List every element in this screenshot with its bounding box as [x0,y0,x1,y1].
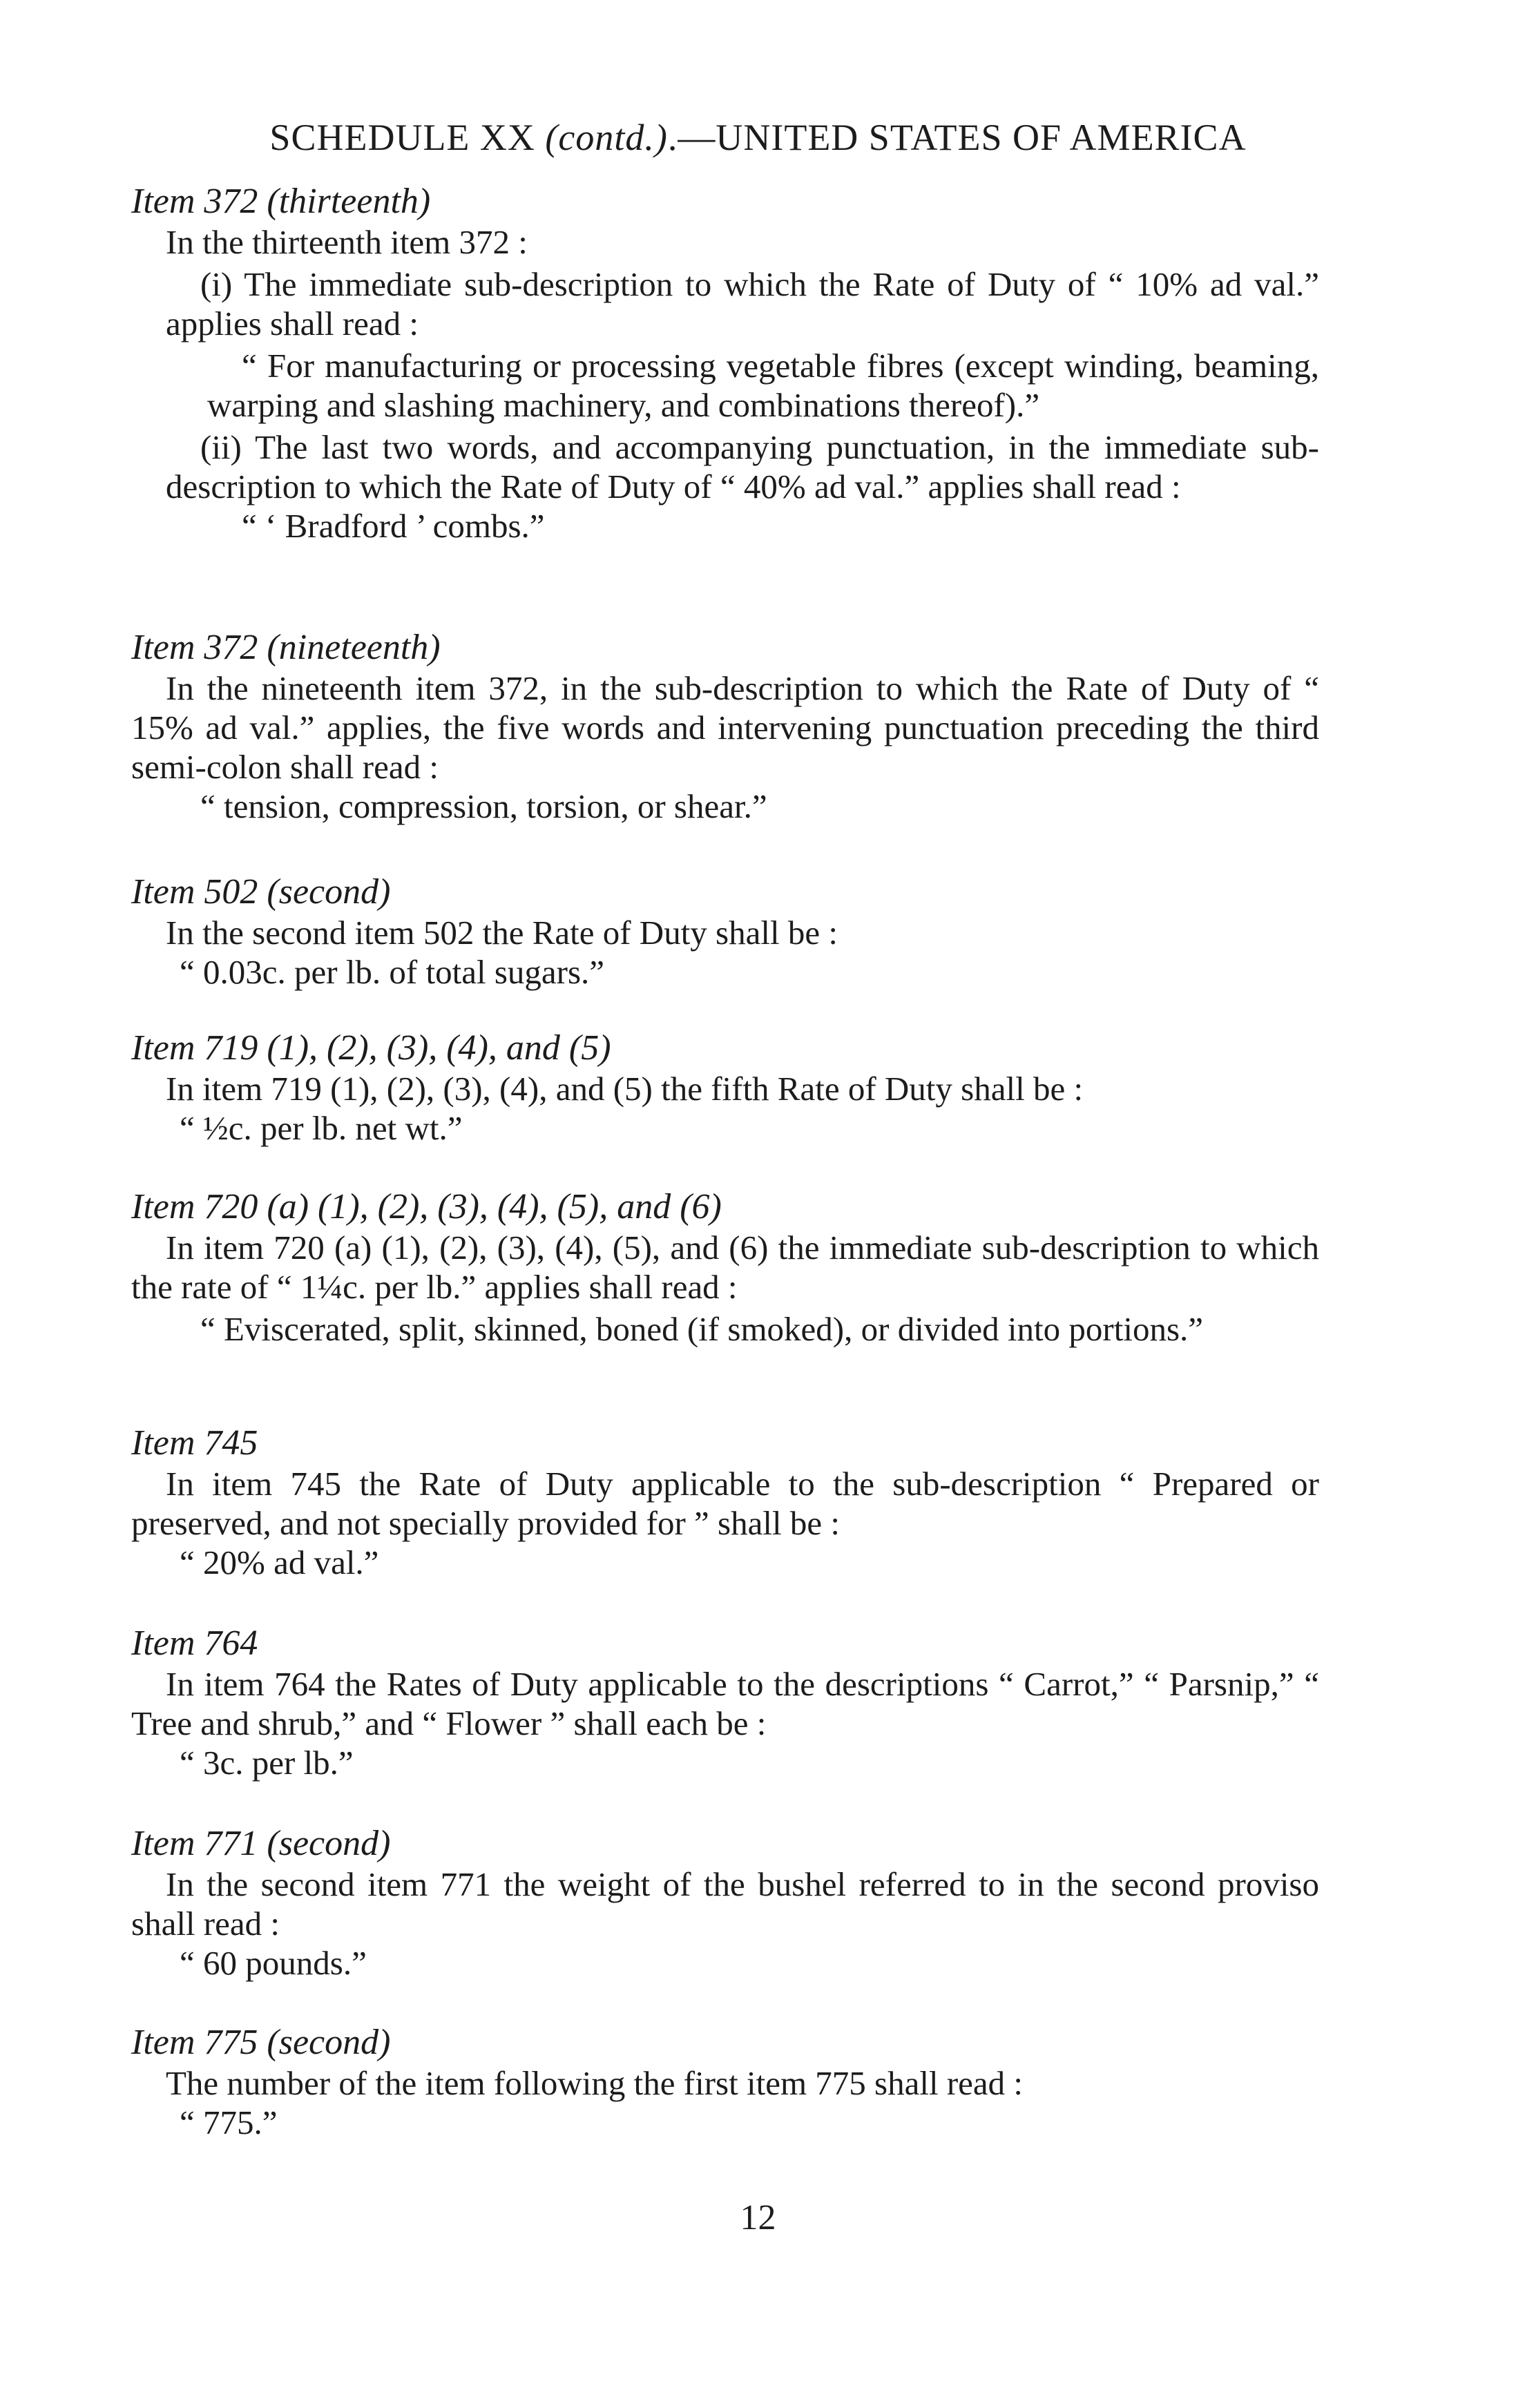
section-quote: “ 775.” [180,2103,278,2141]
section-title: Item 775 (second) [131,2023,391,2062]
section-item-771-second [131,1823,1319,1983]
section-item-745 [131,1423,1319,1582]
section-title: Item 372 (thirteenth) [131,182,431,221]
section-quote: “ ‘ Bradford ’ combs.” [242,507,545,545]
section-quote: “ 60 pounds.” [180,1944,367,1982]
section-paragraph: In the second item 771 the weight of the bushel referred to in the second proviso shall read : [131,1865,1319,1943]
header-title-contd: (contd.) [545,117,668,158]
section-quote: “ Eviscerated, split, skinned, boned (if smoked), or divided into portions.” [200,1310,1204,1348]
section-quote: “ 20% ad val.” [180,1543,379,1581]
section-item-775-second [131,2022,1319,2142]
section-quote: “ 0.03c. per lb. of total sugars.” [180,953,605,991]
section-title: Item 771 (second) [131,1824,391,1863]
section-quote: “ ½c. per lb. net wt.” [180,1109,463,1147]
section-quote: “ 3c. per lb.” [180,1744,354,1782]
section-item-502-second [131,871,1319,992]
section-title: Item 372 (nineteenth) [131,628,441,667]
section-paragraph: The number of the item following the first item 775 shall read : [166,2064,1024,2102]
section-paragraph: (i) The immediate sub-description to which the Rate of Duty of “ 10% ad val.” applies shall read : [166,265,1319,343]
header-title-prefix: SCHEDULE XX [269,117,546,158]
section-item-372-nineteenth [131,627,1319,826]
section-paragraph: In the thirteenth item 372 : [166,223,528,261]
section-title: Item 745 [131,1423,258,1463]
section-item-719 [131,1028,1319,1148]
page-number: 12 [740,2198,776,2237]
section-title: Item 719 (1), (2), (3), (4), and (5) [131,1028,611,1068]
section-title: Item 502 (second) [131,872,391,912]
section-item-764 [131,1623,1319,1782]
section-paragraph: In item 719 (1), (2), (3), (4), and (5) the fifth Rate of Duty shall be : [166,1070,1084,1108]
section-paragraph: In the second item 502 the Rate of Duty shall be : [166,914,838,952]
section-title: Item 720 (a) (1), (2), (3), (4), (5), and (6) [131,1187,722,1226]
section-paragraph: In item 745 the Rate of Duty applicable to the sub-description “ Prepared or preserved, and not specially provided for ” shall be : [131,1465,1319,1542]
section-item-720 [131,1186,1319,1349]
header-title-suffix: .—UNITED STATES OF AMERICA [667,117,1247,158]
section-paragraph: In the nineteenth item 372, in the sub-description to which the Rate of Duty of “ 15% ad val.” applies, the five words and intervening punctuation preceding the third semi-colon shall read : [131,669,1319,786]
page-header [0,116,1516,159]
section-quote: “ For manufacturing or processing vegetable fibres (except winding, beaming, warping and slashing machinery, and combinations thereof).” [207,347,1319,424]
section-item-372-thirteenth [131,181,1319,546]
section-title: Item 764 [131,1624,258,1663]
section-paragraph: (ii) The last two words, and accompanying punctuation, in the immediate sub-description to which the Rate of Duty of “ 40% ad val.” applies shall read : [166,428,1319,505]
section-quote: “ tension, compression, torsion, or shear.” [200,787,767,825]
section-paragraph: In item 764 the Rates of Duty applicable to the descriptions “ Carrot,” “ Parsnip,” “ Tree and shrub,” and “ Flower ” shall each be : [131,1665,1319,1742]
section-paragraph: In item 720 (a) (1), (2), (3), (4), (5), and (6) the immediate sub-description to which the rate of “ 1¼c. per lb.” applies shall read : [131,1229,1319,1306]
